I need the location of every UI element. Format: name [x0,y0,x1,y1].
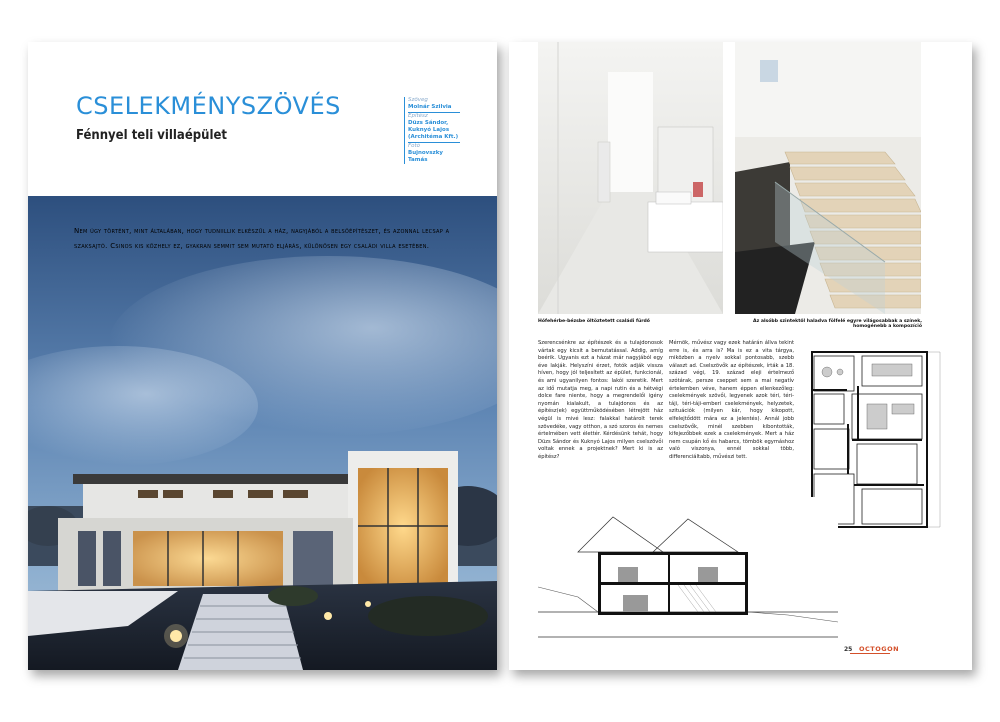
credit-value-text: Molnár Szilvia [408,104,452,110]
right-page [509,42,972,670]
bathroom-caption: Hófehérbe-bézsbe öltöztetett családi fürdő [538,319,650,324]
body-column-2: Mérnök, művész vagy ezek határán állva tekint erre is, és arra is? Ma is ez a vita tárgya, miközben a nyelv sokkal pontosabb, szebb választ ad. Cselszövők az építészek, írták a 18. század végi, 19. század eleji értelmező szótárak, persze cseppet sem a mai negatív értelemben véve, hanem éppen ellenkezőleg: cselekmények szövői, legyenek azok téri, téri-táji, téri-táji-emberi cselekmények, helyzetek, szituációk (milyen kár, hogy kikopott, elfelejtődött mára ez a jelentés). Annál jobb cselszövők, minél szebben kibontották, kifejezőbbek ezek a cselekmények. Mert a ház nem csupán kő és habarcs, tömbök egymáshoz való viszonya, ennél sokkal több, differenciáltabb, művészi tett. [669,340,794,460]
article-subtitle: Fénnyel teli villaépület [76,128,227,143]
staircase-photo [735,42,921,314]
left-page [28,42,497,670]
magazine-brand: OCTOGON [859,645,900,653]
credits-box [404,97,460,164]
article-intro: Nem úgy történt, mint általában, hogy tudniillik elkészül a ház, nagyjából a belsőépítészet, és azonnal lecsap a szaksajtó. Csinos kis közhely ez, gyakran semmit sem mutató eljárás, különösen egy családi villa esetében. [74,227,450,250]
footer-rule [850,653,890,654]
page-number: 25 [844,646,853,653]
credit-value-architect: Düzs Sándor, Kuknyó Lajos (Architéma Kft.) [408,120,459,140]
article-title: CSELEKMÉNYSZÖVÉS [76,92,341,120]
credit-value-photo: Bujnovszky Tamás [408,150,443,163]
credit-label-text: Szöveg [408,97,428,103]
credit-label-photo: Fotó [408,142,460,150]
section-drawing [538,497,838,647]
villa-exterior-photo [28,196,497,670]
staircase-caption: Az alsóbb szintektől haladva fölfelé egyre világosabbak a színek, homogénebb a kompozíció [753,319,922,329]
bathroom-photo [538,42,723,314]
credit-label-architect: Építész [408,112,460,120]
body-column-1: Szerencsénkre az építészek és a tulajdonosok vártak egy kicsit a bemutatással. Addig, amíg beérik. Ugyanis ezt a házat már nagyjából egy éve lakják. Helyszíni érzet, fotók adják vissza híven, hogy jól teljesített az épület, funkcionál, és ami ugyanilyen fontos: lakói szeretik. Mert az idő mutatja meg, a napi rutin és a hétvégi dolce fare niente, hogy a megrendelői igény nyomán kialakult, a tulajdonos és az építész(ek) együttműködésében létrejött ház végül is mivé lesz: falakkal határolt terek szövedéke, vagy otthon, a szó szoros és nemes értelmében vett élettér. Kérdésünk tehát, hogy Düzs Sándor és Kuknyó Lajos milyen cselszövői voltak ennek a projektnek? Mert ki is az építész? [538,340,663,460]
